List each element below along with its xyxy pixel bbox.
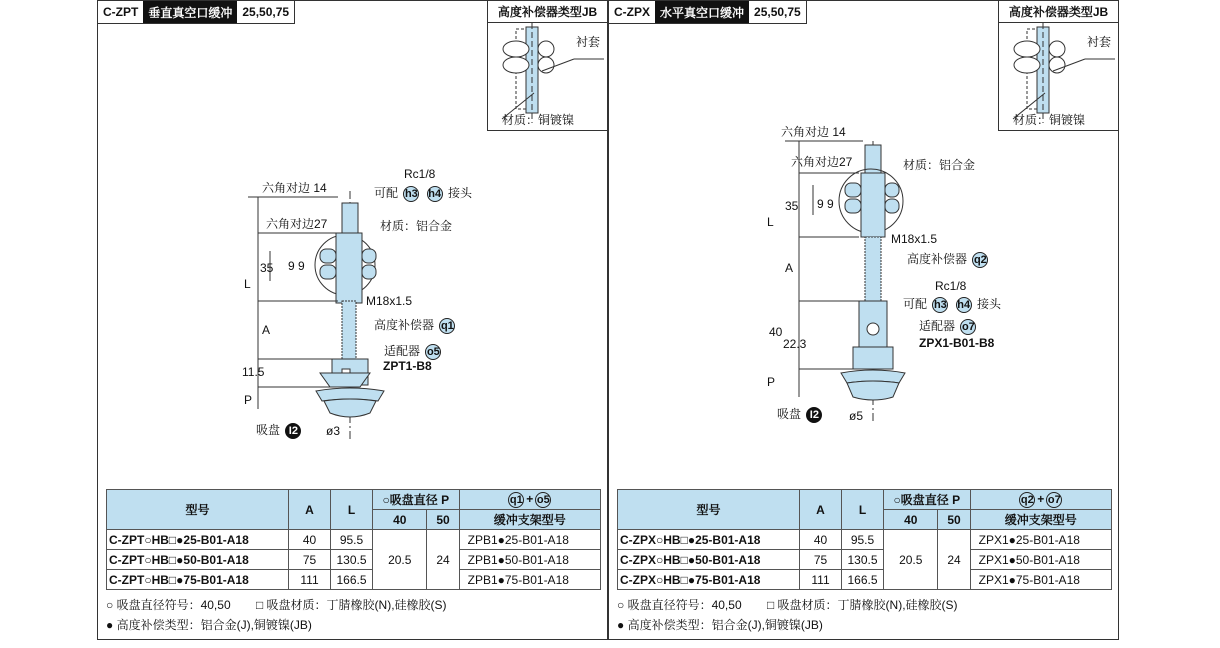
dim-99: 9 9 <box>288 259 305 273</box>
dim-L: L <box>244 277 251 291</box>
cell-p50: 24 <box>427 530 459 590</box>
th-bracket: 缓冲支架型号 <box>459 510 600 530</box>
dim-35: 35 <box>260 261 274 275</box>
table-row <box>107 550 601 570</box>
adapter-badge: o5 <box>426 345 440 358</box>
cell-p40: 20.5 <box>884 530 938 590</box>
notes <box>106 596 447 613</box>
adapter-badge: o7 <box>961 320 975 333</box>
series-name: 垂直真空口缓冲 <box>143 1 237 23</box>
note-pad-dia: ○ 吸盘直径符号：40,50 <box>106 598 231 612</box>
combo-badge-b: o5 <box>536 493 550 506</box>
cell-part: ZPB1●25-B01-A18 <box>459 530 600 550</box>
table-row <box>618 550 1112 570</box>
cell-p50: 24 <box>938 530 970 590</box>
hex14-label: 六角对边 14 <box>262 181 327 195</box>
pad-text: 吸盘 <box>256 423 281 437</box>
th-pad-dia: ○吸盘直径 P <box>884 490 971 510</box>
th-L: L <box>331 490 373 530</box>
inset-material-label: 材质：铜镀镍 <box>1013 113 1086 127</box>
fitting-label <box>903 295 1001 313</box>
fit-post: 接头 <box>448 186 473 200</box>
horizontal-drawing <box>609 1 1009 451</box>
cell-part: ZPX1●25-B01-A18 <box>970 530 1111 550</box>
spec-table <box>106 489 601 590</box>
dim-P: P <box>767 375 776 389</box>
dim-P: P <box>244 393 253 407</box>
port-label: Rc1/8 <box>404 167 436 181</box>
pad-badge: I2 <box>806 407 822 423</box>
cell-part: ZPB1●50-B01-A18 <box>459 550 600 570</box>
port-label: Rc1/8 <box>935 279 967 293</box>
material-label: 材质：铝合金 <box>903 158 976 172</box>
compensator-label <box>907 250 990 268</box>
notes <box>617 596 958 613</box>
series-sizes: 25,50,75 <box>237 1 294 23</box>
hex27-label: 六角对边27 <box>791 155 853 169</box>
cell-A: 111 <box>289 570 331 590</box>
combo-badge-a: q2 <box>1020 493 1034 506</box>
compensator-text: 高度补偿器 <box>374 318 435 332</box>
th-combo <box>459 490 600 510</box>
th-bracket: 缓冲支架型号 <box>970 510 1111 530</box>
fit-pre: 可配 <box>903 297 928 311</box>
cell-A: 75 <box>289 550 331 570</box>
th-model: 型号 <box>618 490 800 530</box>
cell-L: 130.5 <box>331 550 373 570</box>
panel-horizontal <box>608 0 1119 640</box>
dim-99: 9 9 <box>817 197 834 211</box>
series-name: 水平真空口缓冲 <box>655 1 749 23</box>
combo-plus: + <box>1037 491 1045 506</box>
th-40: 40 <box>884 510 938 530</box>
cell-A: 75 <box>800 550 842 570</box>
dim-35: 35 <box>785 199 799 213</box>
dim-A: A <box>785 261 794 275</box>
note-pad-dia: ○ 吸盘直径符号：40,50 <box>617 598 742 612</box>
dim-40: 40 <box>769 325 783 339</box>
table-row <box>618 530 1112 550</box>
jb-inset <box>487 1 607 131</box>
cell-A: 40 <box>800 530 842 550</box>
th-A: A <box>800 490 842 530</box>
table-row <box>107 530 601 550</box>
adapter-text: 适配器 <box>384 344 421 358</box>
hex27-label: 六角对边27 <box>266 217 328 231</box>
diameter-label: ø5 <box>849 409 864 423</box>
cell-L: 166.5 <box>842 570 884 590</box>
pad-badge: I2 <box>285 423 301 439</box>
note-pad-material: □ 吸盘材质：丁腈橡胶(N),硅橡胶(S) <box>255 598 447 612</box>
adapter-part-label: ZPT1-B8 <box>383 359 432 373</box>
h4-badge: h4 <box>957 298 971 311</box>
th-50: 50 <box>938 510 970 530</box>
note-comp-type: ● 高度补偿类型：铝合金(J),铜镀镍(JB) <box>106 618 312 632</box>
inset-title: 高度补偿器类型JB <box>488 1 607 23</box>
series-sizes: 25,50,75 <box>749 1 806 23</box>
diameter-label: ø3 <box>326 424 341 438</box>
panel-vertical <box>97 0 608 640</box>
cell-model: C-ZPT○HB□●25-B01-A18 <box>107 530 289 550</box>
cell-L: 166.5 <box>331 570 373 590</box>
cell-A: 111 <box>800 570 842 590</box>
adapter-label <box>384 342 443 360</box>
dim-223: 22.3 <box>783 337 807 351</box>
thread-label: M18x1.5 <box>891 232 938 246</box>
material-label: 材质：铝合金 <box>380 219 453 233</box>
hex14-label: 六角对边 14 <box>781 125 846 139</box>
dim-L: L <box>767 215 774 229</box>
compensator-badge: q2 <box>973 253 987 266</box>
combo-plus: + <box>526 491 534 506</box>
cell-A: 40 <box>289 530 331 550</box>
fit-post: 接头 <box>977 297 1002 311</box>
thread-label: M18x1.5 <box>366 294 413 308</box>
h3-badge: h3 <box>933 298 947 311</box>
h3-badge: h3 <box>404 187 418 200</box>
note-pad-material: □ 吸盘材质：丁腈橡胶(N),硅橡胶(S) <box>766 598 958 612</box>
inset-bushing-label: 衬套 <box>576 35 601 49</box>
cell-model: C-ZPX○HB□●75-B01-A18 <box>618 570 800 590</box>
table-row <box>107 570 601 590</box>
cell-L: 95.5 <box>331 530 373 550</box>
cell-model: C-ZPX○HB□●25-B01-A18 <box>618 530 800 550</box>
th-combo <box>970 490 1111 510</box>
cell-model: C-ZPX○HB□●50-B01-A18 <box>618 550 800 570</box>
fitting-label <box>374 184 472 202</box>
cell-model: C-ZPT○HB□●50-B01-A18 <box>107 550 289 570</box>
th-model: 型号 <box>107 490 289 530</box>
dim-115: 11.5 <box>242 365 265 379</box>
pad-label <box>256 421 303 439</box>
series-code: C-ZPT <box>98 1 143 23</box>
th-50: 50 <box>427 510 459 530</box>
inset-title: 高度补偿器类型JB <box>999 1 1118 23</box>
h4-badge: h4 <box>428 187 442 200</box>
th-40: 40 <box>373 510 427 530</box>
cell-L: 130.5 <box>842 550 884 570</box>
combo-badge-a: q1 <box>509 493 523 506</box>
dim-A: A <box>262 323 271 337</box>
table-row <box>618 570 1112 590</box>
cell-p40: 20.5 <box>373 530 427 590</box>
adapter-part-label: ZPX1-B01-B8 <box>919 336 995 350</box>
cell-part: ZPX1●75-B01-A18 <box>970 570 1111 590</box>
inset-bushing-label: 衬套 <box>1087 35 1112 49</box>
compensator-badge: q1 <box>440 319 454 332</box>
cell-L: 95.5 <box>842 530 884 550</box>
th-A: A <box>289 490 331 530</box>
compensator-label <box>374 316 457 334</box>
fit-pre: 可配 <box>374 186 399 200</box>
pad-text: 吸盘 <box>777 407 802 421</box>
jb-inset <box>998 1 1118 131</box>
spec-table <box>617 489 1112 590</box>
adapter-label <box>919 317 978 335</box>
inset-material-label: 材质：铜镀镍 <box>502 113 575 127</box>
th-L: L <box>842 490 884 530</box>
series-code: C-ZPX <box>609 1 655 23</box>
compensator-text: 高度补偿器 <box>907 252 968 266</box>
th-pad-dia: ○吸盘直径 P <box>373 490 460 510</box>
pad-label <box>777 405 824 423</box>
cell-model: C-ZPT○HB□●75-B01-A18 <box>107 570 289 590</box>
cell-part: ZPB1●75-B01-A18 <box>459 570 600 590</box>
combo-badge-b: o7 <box>1047 493 1061 506</box>
note-comp-type: ● 高度补偿类型：铝合金(J),铜镀镍(JB) <box>617 618 823 632</box>
adapter-text: 适配器 <box>919 319 956 333</box>
cell-part: ZPX1●50-B01-A18 <box>970 550 1111 570</box>
